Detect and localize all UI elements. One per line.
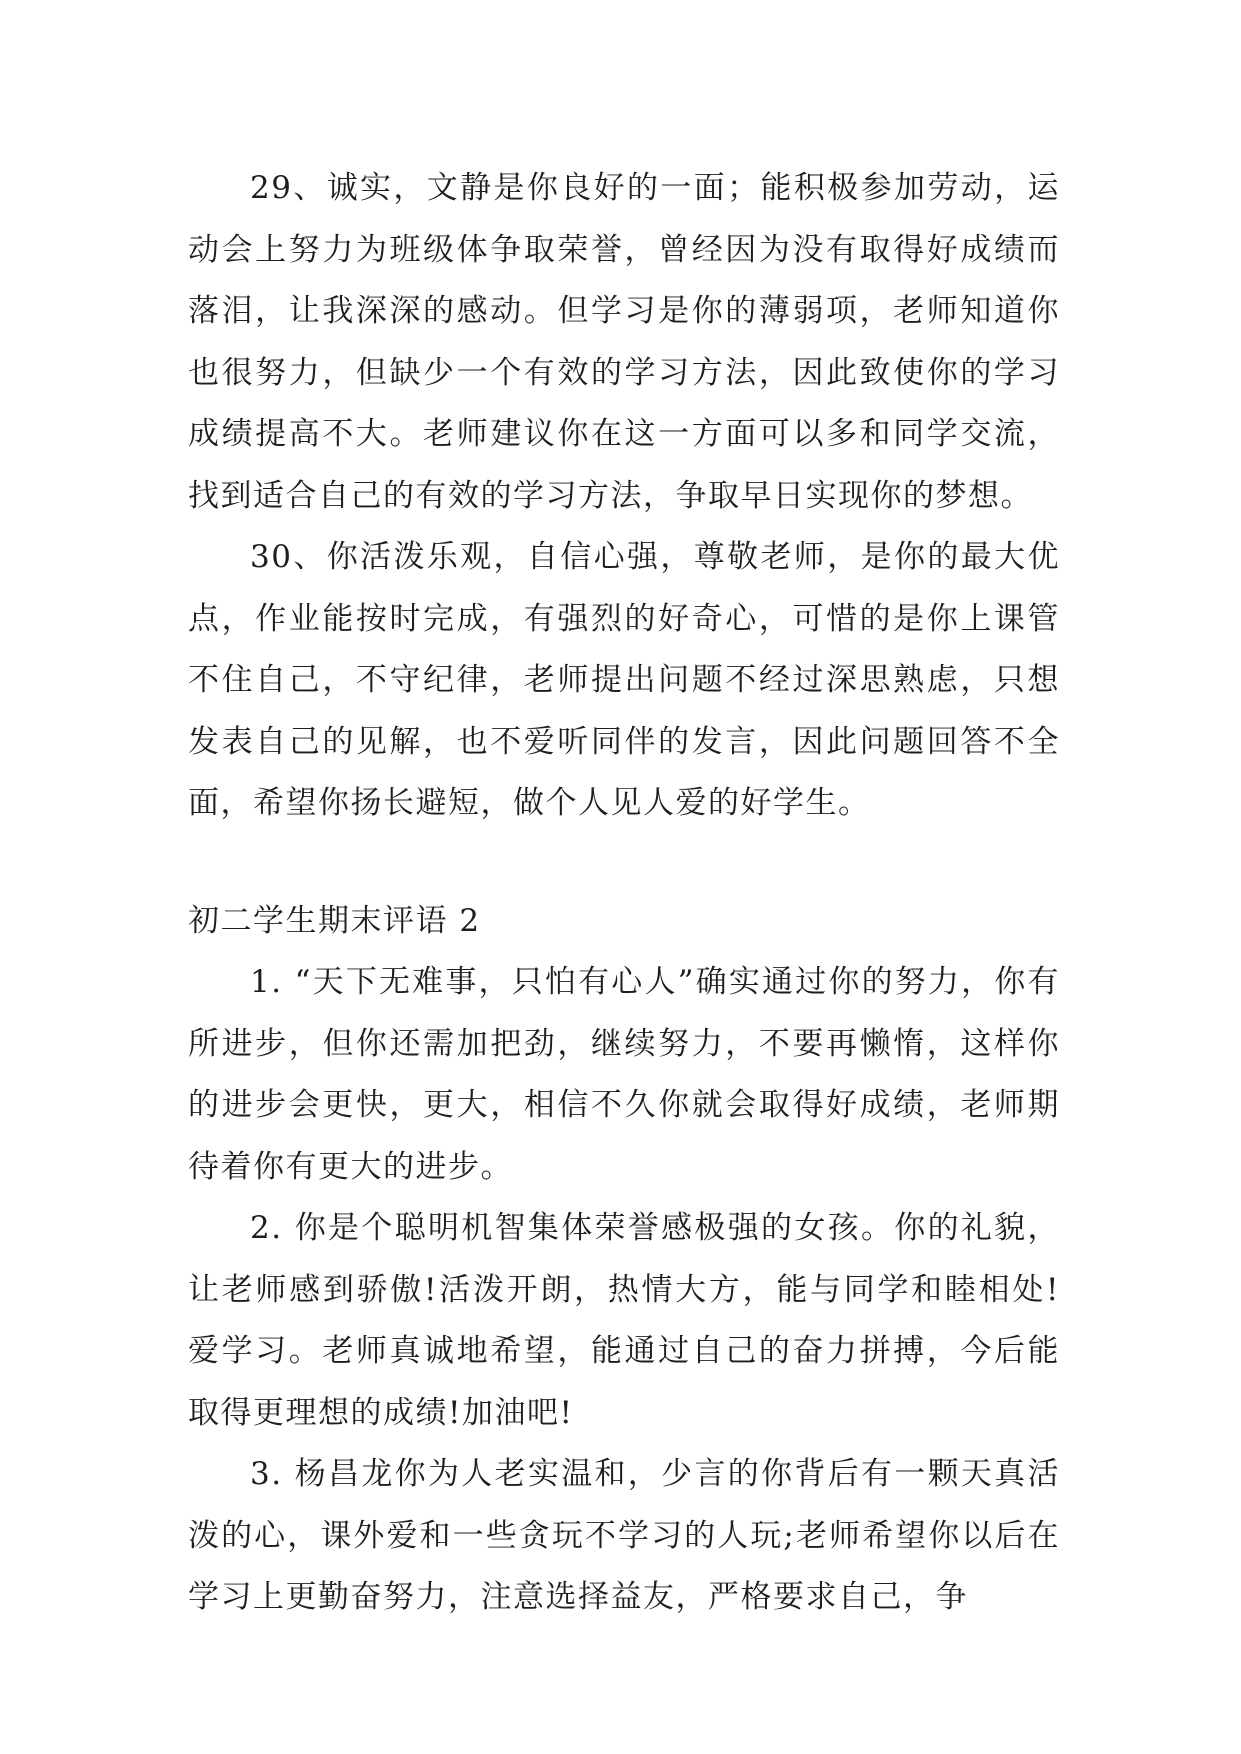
section-title: 初二学生期末评语 2 [188, 902, 481, 939]
comment-paragraph-30: 30、你活泼乐观，自信心强，尊敬老师，是你的最大优点，作业能按时完成，有强烈的好奇心，可惜的是你上课管不住自己，不守纪律，老师提出问题不经过深思熟虑，只想发表自己的见解，也不爱听同伴的发言，因此问题回答不全面，希望你扬长避短，做个人见人爱的好学生。 [188, 539, 1060, 821]
comment-paragraph-2: 2. 你是个聪明机智集体荣誉感极强的女孩。你的礼貌，让老师感到骄傲!活泼开朗，热情大方，能与同学和睦相处!爱学习。老师真诚地希望，能通过自己的奋力拼搏，今后能取得更理想的成绩!加油吧! [188, 1210, 1060, 1431]
comment-paragraph-29: 29、诚实，文静是你良好的一面；能积极参加劳动，运动会上努力为班级体争取荣誉，曾经因为没有取得好成绩而落泪，让我深深的感动。但学习是你的薄弱项，老师知道你也很努力，但缺少一个有效的学习方法，因此致使你的学习成绩提高不大。老师建议你在这一方面可以多和同学交流，找到适合自己的有效的学习方法，争取早日实现你的梦想。 [188, 170, 1060, 514]
document-body [188, 158, 1060, 1629]
comment-paragraph-1: 1. “天下无难事，只怕有心人”确实通过你的努力，你有所进步，但你还需加把劲，继续努力，不要再懒惰，这样你的进步会更快，更大，相信不久你就会取得好成绩，老师期待着你有更大的进步。 [188, 964, 1060, 1185]
comment-paragraph-3: 3. 杨昌龙你为人老实温和，少言的你背后有一颗天真活泼的心，课外爱和一些贪玩不学习的人玩;老师希望你以后在学习上更勤奋努力，注意选择益友，严格要求自己，争 [188, 1456, 1060, 1615]
